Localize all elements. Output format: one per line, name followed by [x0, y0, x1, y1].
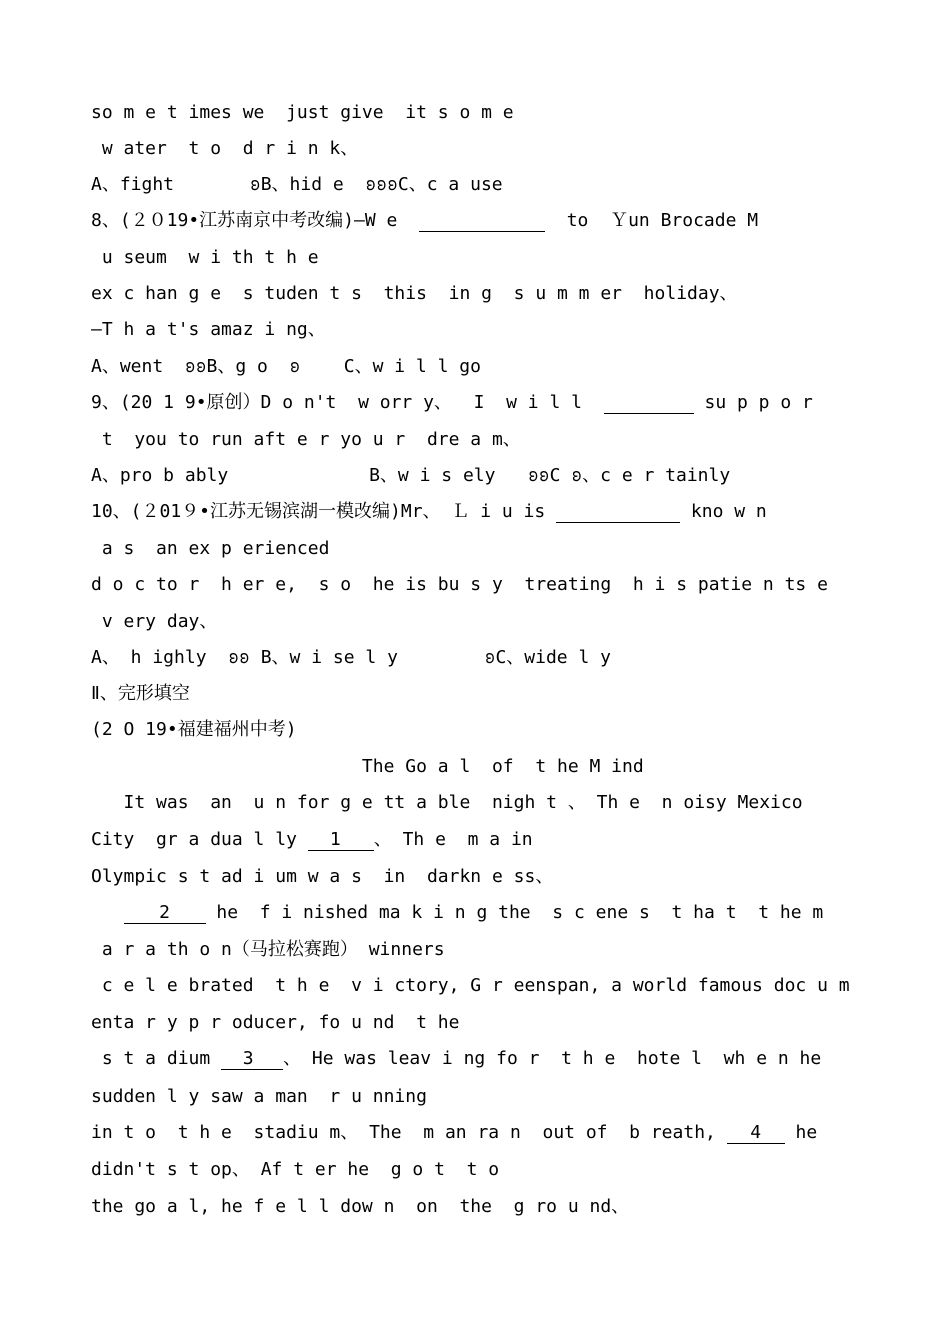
line-text: A、 h ighly ʚʚ B、w i se l y ʚC、wide l y — [91, 647, 611, 668]
line-text: ex c han g e s tuden t s this in g s u m m er holiday、 — [91, 283, 738, 304]
text-line — [91, 900, 862, 926]
line-text: (2 O 19•福建福州中考) — [91, 719, 297, 740]
text-line — [91, 536, 862, 562]
text-line — [91, 609, 862, 635]
line-text: so m e t imes we just give it s o m e — [91, 102, 514, 123]
cloze-blank-4: 4 — [728, 1122, 783, 1143]
line-text: 10、(２01９•江苏无锡滨湖一模改编)Mr、 Ｌ i u is — [91, 501, 557, 522]
line-text: v ery day、 — [91, 611, 218, 632]
section-heading — [91, 681, 862, 707]
line-text: to Ｙun Brocade M — [545, 210, 759, 231]
cloze-blank-1: 1 — [308, 829, 374, 850]
text-line — [91, 1010, 862, 1036]
text-line — [91, 937, 862, 963]
text-line — [91, 427, 862, 453]
answer-blank — [419, 211, 545, 232]
question-8-stem — [91, 208, 862, 234]
line-text: sudden l y saw a man r u nning — [91, 1086, 427, 1107]
text-line — [91, 136, 862, 162]
text-line — [91, 790, 862, 816]
answer-blank — [604, 393, 694, 414]
line-text: Olympic s t ad i um w a s in darkn e ss、 — [91, 866, 554, 887]
text-line — [91, 281, 862, 307]
line-text: s t a dium — [91, 1048, 222, 1069]
text-line — [91, 172, 862, 198]
question-9-stem — [91, 390, 862, 416]
line-text: w ater t o d r i n k、 — [91, 138, 359, 159]
line-text: d o c to r h er e, s o he is bu s y treating h i s patie n ts e — [91, 574, 828, 595]
line-text: enta r y p r oducer, fo u nd t he — [91, 1012, 460, 1033]
line-text: in t o t h e stadiu m、 The m an ra n out of b reath, — [91, 1122, 727, 1143]
text-line — [91, 973, 862, 999]
line-text: 、 Th e m a in — [373, 829, 533, 850]
line-text: c e l e brated t h e v i ctory, G r eenspan, a world famous doc u m — [91, 975, 850, 996]
text-line — [91, 864, 862, 890]
line-text: he f i nished ma k i n g the s c ene s t ha t t he m — [205, 902, 824, 923]
answer-blank — [556, 502, 680, 523]
line-text: A、went ʚʚB、g o ʚ C、w i l l go — [91, 356, 481, 377]
text-line — [91, 354, 862, 380]
line-text: 8、(２０19•江苏南京中考改编)—W e — [91, 210, 420, 231]
line-text: City gr a dua l ly — [91, 829, 308, 850]
text-line — [91, 245, 862, 271]
line-text: kno w n — [680, 501, 767, 522]
line-text: the go a l, he f e l l dow n on the g ro u nd、 — [91, 1196, 630, 1217]
cloze-blank-3: 3 — [221, 1048, 287, 1069]
text-line — [91, 1157, 862, 1183]
text-line — [91, 572, 862, 598]
cloze-blank-2: 2 — [124, 903, 206, 924]
line-text: a r a th o n（马拉松赛跑） winners — [91, 939, 445, 960]
text-line — [91, 100, 862, 126]
line-text: 9、(20 1 9•原创）D o n't w orr y、 I w i l l — [91, 392, 604, 413]
line-text: t you to run aft e r yo u r dre a m、 — [91, 429, 521, 450]
line-text: It was an u n for g e tt a ble nigh t 、 Th e n oisy Mexico — [91, 792, 803, 813]
text-line — [91, 317, 862, 343]
line-text: —T h a t's amaz i ng、 — [91, 319, 326, 340]
text-line — [91, 463, 862, 489]
line-text: A、pro b ably B、w i s ely ʚʚC ʚ、c e r tainly — [91, 465, 731, 486]
line-text: didn't s t op、 Af t er he g o t t o — [91, 1159, 500, 1180]
line-text: su p p o r — [693, 392, 813, 413]
line-text: a s an ex p erienced — [91, 538, 330, 559]
text-line — [91, 1194, 862, 1220]
line-text: A、fight ʚB、hid e ʚʚʚC、c a use — [91, 174, 503, 195]
text-line — [91, 645, 862, 671]
passage-title — [91, 754, 862, 780]
text-line — [91, 1046, 862, 1072]
text-line — [91, 827, 862, 853]
line-text: u seum w i th t h e — [91, 247, 319, 268]
line-text: he — [784, 1122, 818, 1143]
line-text: Ⅱ、完形填空 — [91, 683, 190, 704]
line-text: 、 He was leav i ng fo r t h e hote l wh e n he — [283, 1048, 822, 1069]
source-note — [91, 717, 862, 743]
question-10-stem — [91, 499, 862, 525]
text-line — [91, 1120, 862, 1146]
line-text: The Go a l of t he M ind — [91, 756, 644, 777]
text-line — [91, 1084, 862, 1110]
line-text — [91, 902, 124, 923]
